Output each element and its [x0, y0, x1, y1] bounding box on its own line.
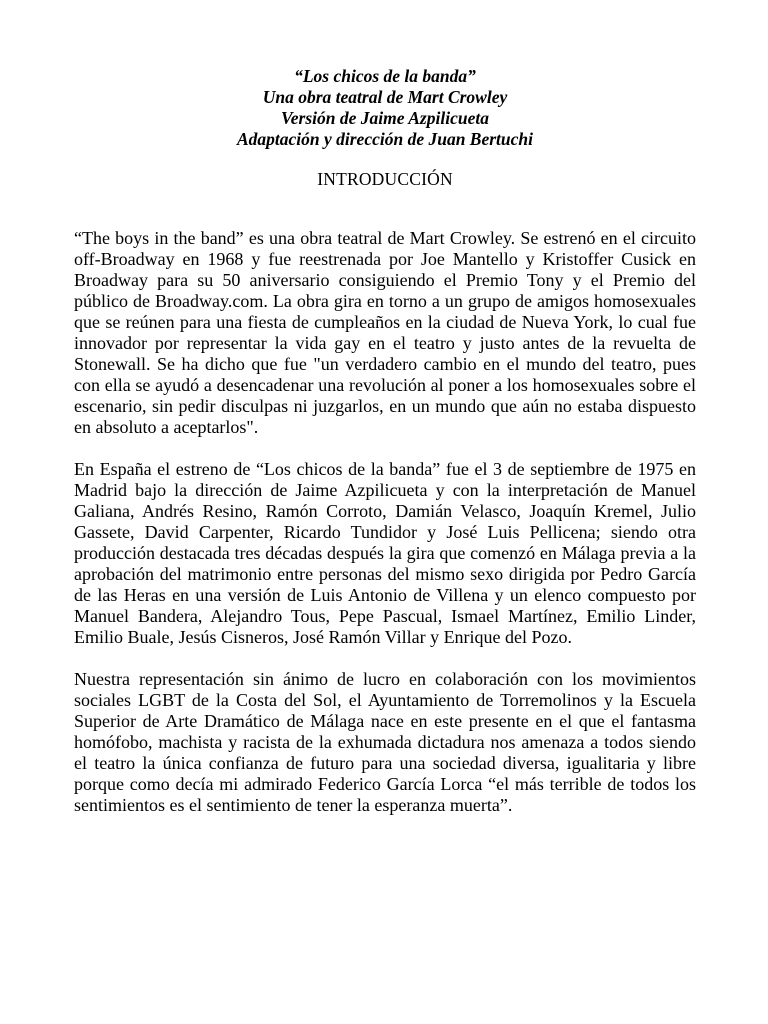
- paragraph-our-production: Nuestra representación sin ánimo de lucro en colaboración con los movimientos sociales LGBT de la Costa del Sol, el Ayuntamiento de Torremolinos y la Escuela Superior de Arte Dramático de Málaga nace en este presente en el que el fantasma homófobo, machista y racista de la exhumada dictadura nos amenaza a todos siendo el teatro la única confianza de futuro para una sociedad diversa, igualitaria y libre porque como decía mi admirado Federico García Lorca “el más terrible de todos los sentimientos es el sentimiento de tener la esperanza muerta”.: [74, 669, 696, 815]
- play-author-line: Una obra teatral de Mart Crowley: [262, 87, 508, 107]
- section-title: INTRODUCCIÓN: [317, 169, 453, 189]
- version-line: Versión de Jaime Azpilicueta: [281, 108, 489, 128]
- play-title: “Los chicos de la banda”: [294, 66, 476, 86]
- paragraph-spain-premiere: En España el estreno de “Los chicos de la banda” fue el 3 de septiembre de 1975 en Madrid bajo la dirección de Jaime Azpilicueta y con la interpretación de Manuel Galiana, Andrés Resino, Ramón Corroto, Damián Velasco, Joaquín Kremel, Julio Gassete, David Carpenter, Ricardo Tundidor y José Luis Pellicena; siendo otra producción destacada tres décadas después la gira que comenzó en Málaga previa a la aprobación del matrimonio entre personas del mismo sexo dirigida por Pedro García de las Heras en una versión de Luis Antonio de Villena y un elenco compuesto por Manuel Bandera, Alejandro Tous, Pepe Pascual, Ismael Martínez, Emilio Linder, Emilio Buale, Jesús Cisneros, José Ramón Villar y Enrique del Pozo.: [74, 459, 696, 647]
- document-page: [74, 66, 696, 816]
- adaptation-line: Adaptación y dirección de Juan Bertuchi: [236, 129, 534, 149]
- paragraph-history: “The boys in the band” es una obra teatral de Mart Crowley. Se estrenó en el circuito off-Broadway en 1968 y fue reestrenada por Joe Mantello y Kristoffer Cusick en Broadway para su 50 aniversario consiguiendo el Premio Tony y el Premio del público de Broadway.com. La obra gira en torno a un grupo de amigos homosexuales que se reúnen para una fiesta de cumpleaños en la ciudad de Nueva York, lo cual fue innovador por representar la vida gay en el teatro y justo antes de la revuelta de Stonewall. Se ha dicho que fue "un verdadero cambio en el mundo del teatro, pues con ella se ayudó a desencadenar una revolución al poner a los homosexuales sobre el escenario, sin pedir disculpas ni juzgarlos, en un mundo que aún no estaba dispuesto en absoluto a aceptarlos".: [74, 228, 696, 437]
- title-block: [74, 66, 696, 150]
